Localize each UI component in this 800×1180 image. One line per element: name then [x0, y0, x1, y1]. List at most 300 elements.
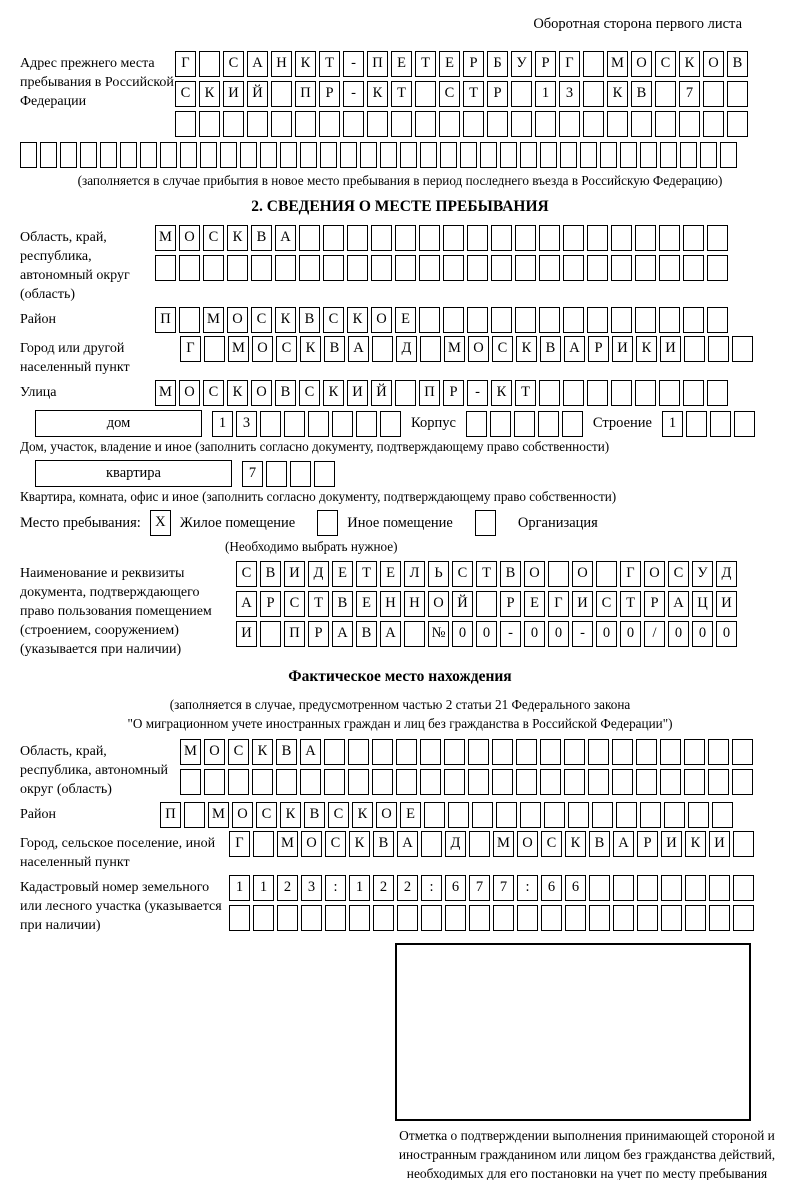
char-cell[interactable] — [733, 905, 754, 931]
char-cell[interactable] — [611, 225, 632, 251]
char-cell[interactable]: К — [679, 51, 700, 77]
char-cell[interactable] — [708, 739, 729, 765]
char-cell[interactable]: М — [607, 51, 628, 77]
char-cell[interactable] — [223, 111, 244, 137]
char-cell[interactable] — [228, 769, 249, 795]
char-cell[interactable] — [460, 142, 477, 168]
char-cell[interactable] — [709, 875, 730, 901]
char-cell[interactable] — [155, 255, 176, 281]
char-cell[interactable] — [420, 769, 441, 795]
char-cell[interactable] — [348, 739, 369, 765]
char-cell[interactable] — [314, 461, 335, 487]
char-cell[interactable] — [397, 905, 418, 931]
char-cell[interactable] — [660, 739, 681, 765]
char-cell[interactable]: 0 — [524, 621, 545, 647]
char-cell[interactable] — [60, 142, 77, 168]
char-cell[interactable] — [395, 255, 416, 281]
char-cell[interactable] — [404, 621, 425, 647]
char-cell[interactable] — [420, 336, 441, 362]
checkbox-organization[interactable] — [475, 510, 496, 536]
char-cell[interactable]: 3 — [236, 411, 257, 437]
char-cell[interactable] — [659, 225, 680, 251]
char-cell[interactable] — [445, 905, 466, 931]
char-cell[interactable] — [500, 142, 517, 168]
char-cell[interactable] — [611, 255, 632, 281]
char-cell[interactable] — [284, 411, 305, 437]
char-cell[interactable]: Р — [500, 591, 521, 617]
char-cell[interactable] — [611, 380, 632, 406]
char-cell[interactable]: В — [589, 831, 610, 857]
char-cell[interactable] — [613, 875, 634, 901]
char-cell[interactable]: 1 — [229, 875, 250, 901]
char-cell[interactable] — [467, 307, 488, 333]
char-cell[interactable] — [539, 380, 560, 406]
char-cell[interactable]: 2 — [373, 875, 394, 901]
char-cell[interactable] — [240, 142, 257, 168]
char-cell[interactable]: В — [276, 739, 297, 765]
char-cell[interactable] — [685, 875, 706, 901]
char-cell[interactable] — [732, 739, 753, 765]
char-cell[interactable]: К — [295, 51, 316, 77]
char-cell[interactable] — [300, 769, 321, 795]
char-cell[interactable]: М — [208, 802, 229, 828]
char-cell[interactable] — [535, 111, 556, 137]
char-cell[interactable]: Е — [380, 561, 401, 587]
char-cell[interactable] — [443, 307, 464, 333]
char-cell[interactable] — [275, 255, 296, 281]
char-cell[interactable] — [323, 225, 344, 251]
char-cell[interactable] — [469, 831, 490, 857]
checkbox-residential[interactable]: X — [150, 510, 171, 536]
char-cell[interactable] — [100, 142, 117, 168]
char-cell[interactable] — [419, 225, 440, 251]
char-cell[interactable]: 0 — [716, 621, 737, 647]
char-cell[interactable] — [514, 411, 535, 437]
char-cell[interactable]: У — [692, 561, 713, 587]
char-cell[interactable]: О — [179, 225, 200, 251]
char-cell[interactable] — [415, 111, 436, 137]
char-cell[interactable] — [563, 307, 584, 333]
char-cell[interactable]: И — [284, 561, 305, 587]
char-cell[interactable]: П — [295, 81, 316, 107]
char-cell[interactable] — [332, 411, 353, 437]
char-cell[interactable]: О — [517, 831, 538, 857]
char-cell[interactable] — [467, 255, 488, 281]
char-cell[interactable] — [324, 769, 345, 795]
checkbox-other-premises[interactable] — [317, 510, 338, 536]
char-cell[interactable]: У — [511, 51, 532, 77]
char-cell[interactable] — [587, 225, 608, 251]
char-cell[interactable]: № — [428, 621, 449, 647]
char-cell[interactable]: 0 — [692, 621, 713, 647]
char-cell[interactable]: О — [644, 561, 665, 587]
char-cell[interactable]: Д — [396, 336, 417, 362]
char-cell[interactable] — [560, 142, 577, 168]
char-cell[interactable]: О — [468, 336, 489, 362]
char-cell[interactable] — [540, 739, 561, 765]
char-cell[interactable] — [347, 225, 368, 251]
char-cell[interactable] — [583, 81, 604, 107]
char-cell[interactable]: Д — [445, 831, 466, 857]
char-cell[interactable]: С — [251, 307, 272, 333]
char-cell[interactable]: Ь — [428, 561, 449, 587]
char-cell[interactable]: Т — [476, 561, 497, 587]
char-cell[interactable] — [463, 111, 484, 137]
char-cell[interactable]: Т — [415, 51, 436, 77]
char-cell[interactable]: А — [613, 831, 634, 857]
char-cell[interactable] — [548, 561, 569, 587]
char-cell[interactable] — [360, 142, 377, 168]
char-cell[interactable] — [340, 142, 357, 168]
char-cell[interactable] — [564, 739, 585, 765]
char-cell[interactable] — [635, 307, 656, 333]
char-cell[interactable]: - — [343, 51, 364, 77]
char-cell[interactable]: С — [228, 739, 249, 765]
char-cell[interactable] — [635, 255, 656, 281]
char-cell[interactable] — [733, 831, 754, 857]
char-cell[interactable] — [468, 769, 489, 795]
char-cell[interactable] — [661, 905, 682, 931]
char-cell[interactable]: Р — [535, 51, 556, 77]
char-cell[interactable] — [260, 142, 277, 168]
char-cell[interactable]: К — [607, 81, 628, 107]
char-cell[interactable]: В — [251, 225, 272, 251]
char-cell[interactable] — [400, 142, 417, 168]
char-cell[interactable]: С — [203, 380, 224, 406]
char-cell[interactable] — [444, 769, 465, 795]
char-cell[interactable] — [600, 142, 617, 168]
char-cell[interactable]: Г — [548, 591, 569, 617]
char-cell[interactable] — [587, 255, 608, 281]
char-cell[interactable] — [703, 81, 724, 107]
char-cell[interactable]: А — [397, 831, 418, 857]
char-cell[interactable] — [491, 225, 512, 251]
char-cell[interactable]: : — [325, 875, 346, 901]
char-cell[interactable]: - — [467, 380, 488, 406]
char-cell[interactable] — [515, 225, 536, 251]
char-cell[interactable]: Е — [400, 802, 421, 828]
char-cell[interactable] — [732, 336, 753, 362]
char-cell[interactable] — [395, 380, 416, 406]
char-cell[interactable]: К — [280, 802, 301, 828]
char-cell[interactable]: К — [352, 802, 373, 828]
char-cell[interactable]: М — [155, 225, 176, 251]
char-cell[interactable] — [371, 225, 392, 251]
char-cell[interactable] — [440, 142, 457, 168]
char-cell[interactable] — [372, 769, 393, 795]
char-cell[interactable]: Т — [515, 380, 536, 406]
char-cell[interactable]: - — [500, 621, 521, 647]
char-cell[interactable]: Т — [308, 591, 329, 617]
char-cell[interactable] — [396, 739, 417, 765]
char-cell[interactable]: К — [491, 380, 512, 406]
char-cell[interactable] — [160, 142, 177, 168]
char-cell[interactable] — [253, 905, 274, 931]
char-cell[interactable]: Р — [637, 831, 658, 857]
char-cell[interactable]: Р — [260, 591, 281, 617]
char-cell[interactable] — [419, 255, 440, 281]
char-cell[interactable] — [487, 111, 508, 137]
char-cell[interactable] — [420, 739, 441, 765]
char-cell[interactable]: В — [299, 307, 320, 333]
char-cell[interactable] — [540, 142, 557, 168]
char-cell[interactable] — [511, 111, 532, 137]
char-cell[interactable] — [180, 769, 201, 795]
char-cell[interactable]: М — [493, 831, 514, 857]
char-cell[interactable]: 0 — [452, 621, 473, 647]
char-cell[interactable]: Е — [332, 561, 353, 587]
char-cell[interactable] — [175, 111, 196, 137]
char-cell[interactable] — [199, 51, 220, 77]
char-cell[interactable]: И — [660, 336, 681, 362]
char-cell[interactable] — [664, 802, 685, 828]
char-cell[interactable]: М — [180, 739, 201, 765]
char-cell[interactable] — [720, 142, 737, 168]
char-cell[interactable] — [684, 739, 705, 765]
char-cell[interactable] — [568, 802, 589, 828]
char-cell[interactable]: Р — [644, 591, 665, 617]
char-cell[interactable] — [660, 142, 677, 168]
char-cell[interactable]: Е — [439, 51, 460, 77]
char-cell[interactable] — [516, 739, 537, 765]
char-cell[interactable] — [295, 111, 316, 137]
char-cell[interactable]: О — [204, 739, 225, 765]
char-cell[interactable] — [659, 307, 680, 333]
char-cell[interactable]: К — [347, 307, 368, 333]
char-cell[interactable] — [180, 142, 197, 168]
char-cell[interactable] — [443, 255, 464, 281]
char-cell[interactable] — [684, 769, 705, 795]
char-cell[interactable] — [467, 225, 488, 251]
char-cell[interactable] — [271, 81, 292, 107]
char-cell[interactable]: К — [252, 739, 273, 765]
char-cell[interactable]: Е — [395, 307, 416, 333]
char-cell[interactable] — [587, 380, 608, 406]
char-cell[interactable] — [563, 380, 584, 406]
char-cell[interactable] — [277, 905, 298, 931]
char-cell[interactable] — [476, 591, 497, 617]
char-cell[interactable]: О — [371, 307, 392, 333]
char-cell[interactable]: 0 — [548, 621, 569, 647]
char-cell[interactable] — [517, 905, 538, 931]
char-cell[interactable] — [563, 255, 584, 281]
char-cell[interactable] — [684, 336, 705, 362]
char-cell[interactable] — [199, 111, 220, 137]
char-cell[interactable]: С — [655, 51, 676, 77]
char-cell[interactable]: В — [260, 561, 281, 587]
char-cell[interactable]: О — [179, 380, 200, 406]
char-cell[interactable] — [683, 307, 704, 333]
char-cell[interactable] — [415, 81, 436, 107]
char-cell[interactable]: А — [668, 591, 689, 617]
char-cell[interactable] — [490, 411, 511, 437]
char-cell[interactable] — [708, 769, 729, 795]
char-cell[interactable] — [252, 769, 273, 795]
char-cell[interactable] — [589, 875, 610, 901]
char-cell[interactable]: С — [299, 380, 320, 406]
char-cell[interactable] — [280, 142, 297, 168]
char-cell[interactable] — [636, 739, 657, 765]
char-cell[interactable] — [727, 111, 748, 137]
char-cell[interactable] — [683, 380, 704, 406]
char-cell[interactable] — [583, 111, 604, 137]
char-cell[interactable]: К — [685, 831, 706, 857]
char-cell[interactable]: Б — [487, 51, 508, 77]
char-cell[interactable] — [538, 411, 559, 437]
char-cell[interactable] — [511, 81, 532, 107]
char-cell[interactable] — [592, 802, 613, 828]
char-cell[interactable]: / — [644, 621, 665, 647]
char-cell[interactable] — [419, 307, 440, 333]
char-cell[interactable]: О — [251, 380, 272, 406]
char-cell[interactable] — [253, 831, 274, 857]
char-cell[interactable] — [276, 769, 297, 795]
char-cell[interactable]: С — [325, 831, 346, 857]
char-cell[interactable]: Ц — [692, 591, 713, 617]
char-cell[interactable] — [472, 802, 493, 828]
char-cell[interactable]: О — [572, 561, 593, 587]
char-cell[interactable] — [492, 739, 513, 765]
char-cell[interactable] — [660, 769, 681, 795]
char-cell[interactable] — [220, 142, 237, 168]
char-cell[interactable]: С — [236, 561, 257, 587]
char-cell[interactable] — [727, 81, 748, 107]
char-cell[interactable]: 1 — [535, 81, 556, 107]
char-cell[interactable] — [580, 142, 597, 168]
char-cell[interactable]: 7 — [242, 461, 263, 487]
char-cell[interactable]: Р — [588, 336, 609, 362]
char-cell[interactable] — [565, 905, 586, 931]
char-cell[interactable] — [424, 802, 445, 828]
char-cell[interactable] — [683, 225, 704, 251]
char-cell[interactable]: Т — [620, 591, 641, 617]
char-cell[interactable] — [371, 255, 392, 281]
char-cell[interactable]: В — [500, 561, 521, 587]
char-cell[interactable]: : — [517, 875, 538, 901]
char-cell[interactable]: К — [349, 831, 370, 857]
char-cell[interactable]: И — [716, 591, 737, 617]
char-cell[interactable]: Г — [180, 336, 201, 362]
char-cell[interactable]: С — [276, 336, 297, 362]
char-cell[interactable]: И — [223, 81, 244, 107]
char-cell[interactable] — [491, 307, 512, 333]
char-cell[interactable]: О — [524, 561, 545, 587]
char-cell[interactable] — [607, 111, 628, 137]
char-cell[interactable]: А — [300, 739, 321, 765]
char-cell[interactable]: М — [203, 307, 224, 333]
char-cell[interactable] — [583, 51, 604, 77]
char-cell[interactable]: И — [572, 591, 593, 617]
char-cell[interactable] — [260, 411, 281, 437]
char-cell[interactable] — [679, 111, 700, 137]
char-cell[interactable]: 6 — [541, 875, 562, 901]
char-cell[interactable]: С — [256, 802, 277, 828]
char-cell[interactable]: К — [636, 336, 657, 362]
char-cell[interactable] — [229, 905, 250, 931]
char-cell[interactable]: К — [323, 380, 344, 406]
char-cell[interactable] — [372, 739, 393, 765]
char-cell[interactable]: Т — [391, 81, 412, 107]
char-cell[interactable]: А — [247, 51, 268, 77]
char-cell[interactable]: Р — [443, 380, 464, 406]
char-cell[interactable]: 0 — [476, 621, 497, 647]
char-cell[interactable] — [299, 255, 320, 281]
char-cell[interactable] — [709, 905, 730, 931]
char-cell[interactable] — [349, 905, 370, 931]
char-cell[interactable] — [640, 802, 661, 828]
char-cell[interactable] — [271, 111, 292, 137]
char-cell[interactable] — [707, 255, 728, 281]
char-cell[interactable] — [324, 739, 345, 765]
char-cell[interactable] — [380, 411, 401, 437]
char-cell[interactable] — [372, 336, 393, 362]
char-cell[interactable] — [685, 905, 706, 931]
char-cell[interactable]: С — [668, 561, 689, 587]
char-cell[interactable]: - — [343, 81, 364, 107]
char-cell[interactable] — [710, 411, 731, 437]
char-cell[interactable] — [539, 225, 560, 251]
char-cell[interactable]: И — [236, 621, 257, 647]
char-cell[interactable]: Н — [404, 591, 425, 617]
char-cell[interactable]: И — [709, 831, 730, 857]
char-cell[interactable] — [734, 411, 755, 437]
char-cell[interactable]: 0 — [668, 621, 689, 647]
char-cell[interactable] — [320, 142, 337, 168]
char-cell[interactable]: Й — [452, 591, 473, 617]
char-cell[interactable] — [680, 142, 697, 168]
char-cell[interactable] — [707, 380, 728, 406]
char-cell[interactable] — [179, 255, 200, 281]
char-cell[interactable] — [732, 769, 753, 795]
char-cell[interactable] — [373, 905, 394, 931]
char-cell[interactable] — [396, 769, 417, 795]
char-cell[interactable] — [466, 411, 487, 437]
char-cell[interactable]: 6 — [565, 875, 586, 901]
char-cell[interactable] — [439, 111, 460, 137]
char-cell[interactable]: М — [444, 336, 465, 362]
char-cell[interactable]: А — [564, 336, 585, 362]
char-cell[interactable] — [319, 111, 340, 137]
char-cell[interactable] — [80, 142, 97, 168]
char-cell[interactable]: К — [199, 81, 220, 107]
char-cell[interactable]: Й — [371, 380, 392, 406]
char-cell[interactable]: Г — [229, 831, 250, 857]
char-cell[interactable]: Е — [391, 51, 412, 77]
char-cell[interactable]: К — [565, 831, 586, 857]
char-cell[interactable]: Г — [620, 561, 641, 587]
char-cell[interactable]: М — [228, 336, 249, 362]
char-cell[interactable] — [184, 802, 205, 828]
char-cell[interactable]: П — [160, 802, 181, 828]
char-cell[interactable] — [636, 769, 657, 795]
char-cell[interactable] — [348, 769, 369, 795]
char-cell[interactable] — [40, 142, 57, 168]
char-cell[interactable] — [707, 225, 728, 251]
char-cell[interactable]: А — [348, 336, 369, 362]
char-cell[interactable]: П — [155, 307, 176, 333]
char-cell[interactable] — [20, 142, 37, 168]
char-cell[interactable] — [299, 225, 320, 251]
char-cell[interactable] — [120, 142, 137, 168]
char-cell[interactable]: И — [347, 380, 368, 406]
char-cell[interactable] — [563, 225, 584, 251]
char-cell[interactable]: 1 — [662, 411, 683, 437]
char-cell[interactable]: 7 — [469, 875, 490, 901]
char-cell[interactable]: Р — [487, 81, 508, 107]
char-cell[interactable] — [356, 411, 377, 437]
char-cell[interactable]: В — [304, 802, 325, 828]
char-cell[interactable] — [616, 802, 637, 828]
